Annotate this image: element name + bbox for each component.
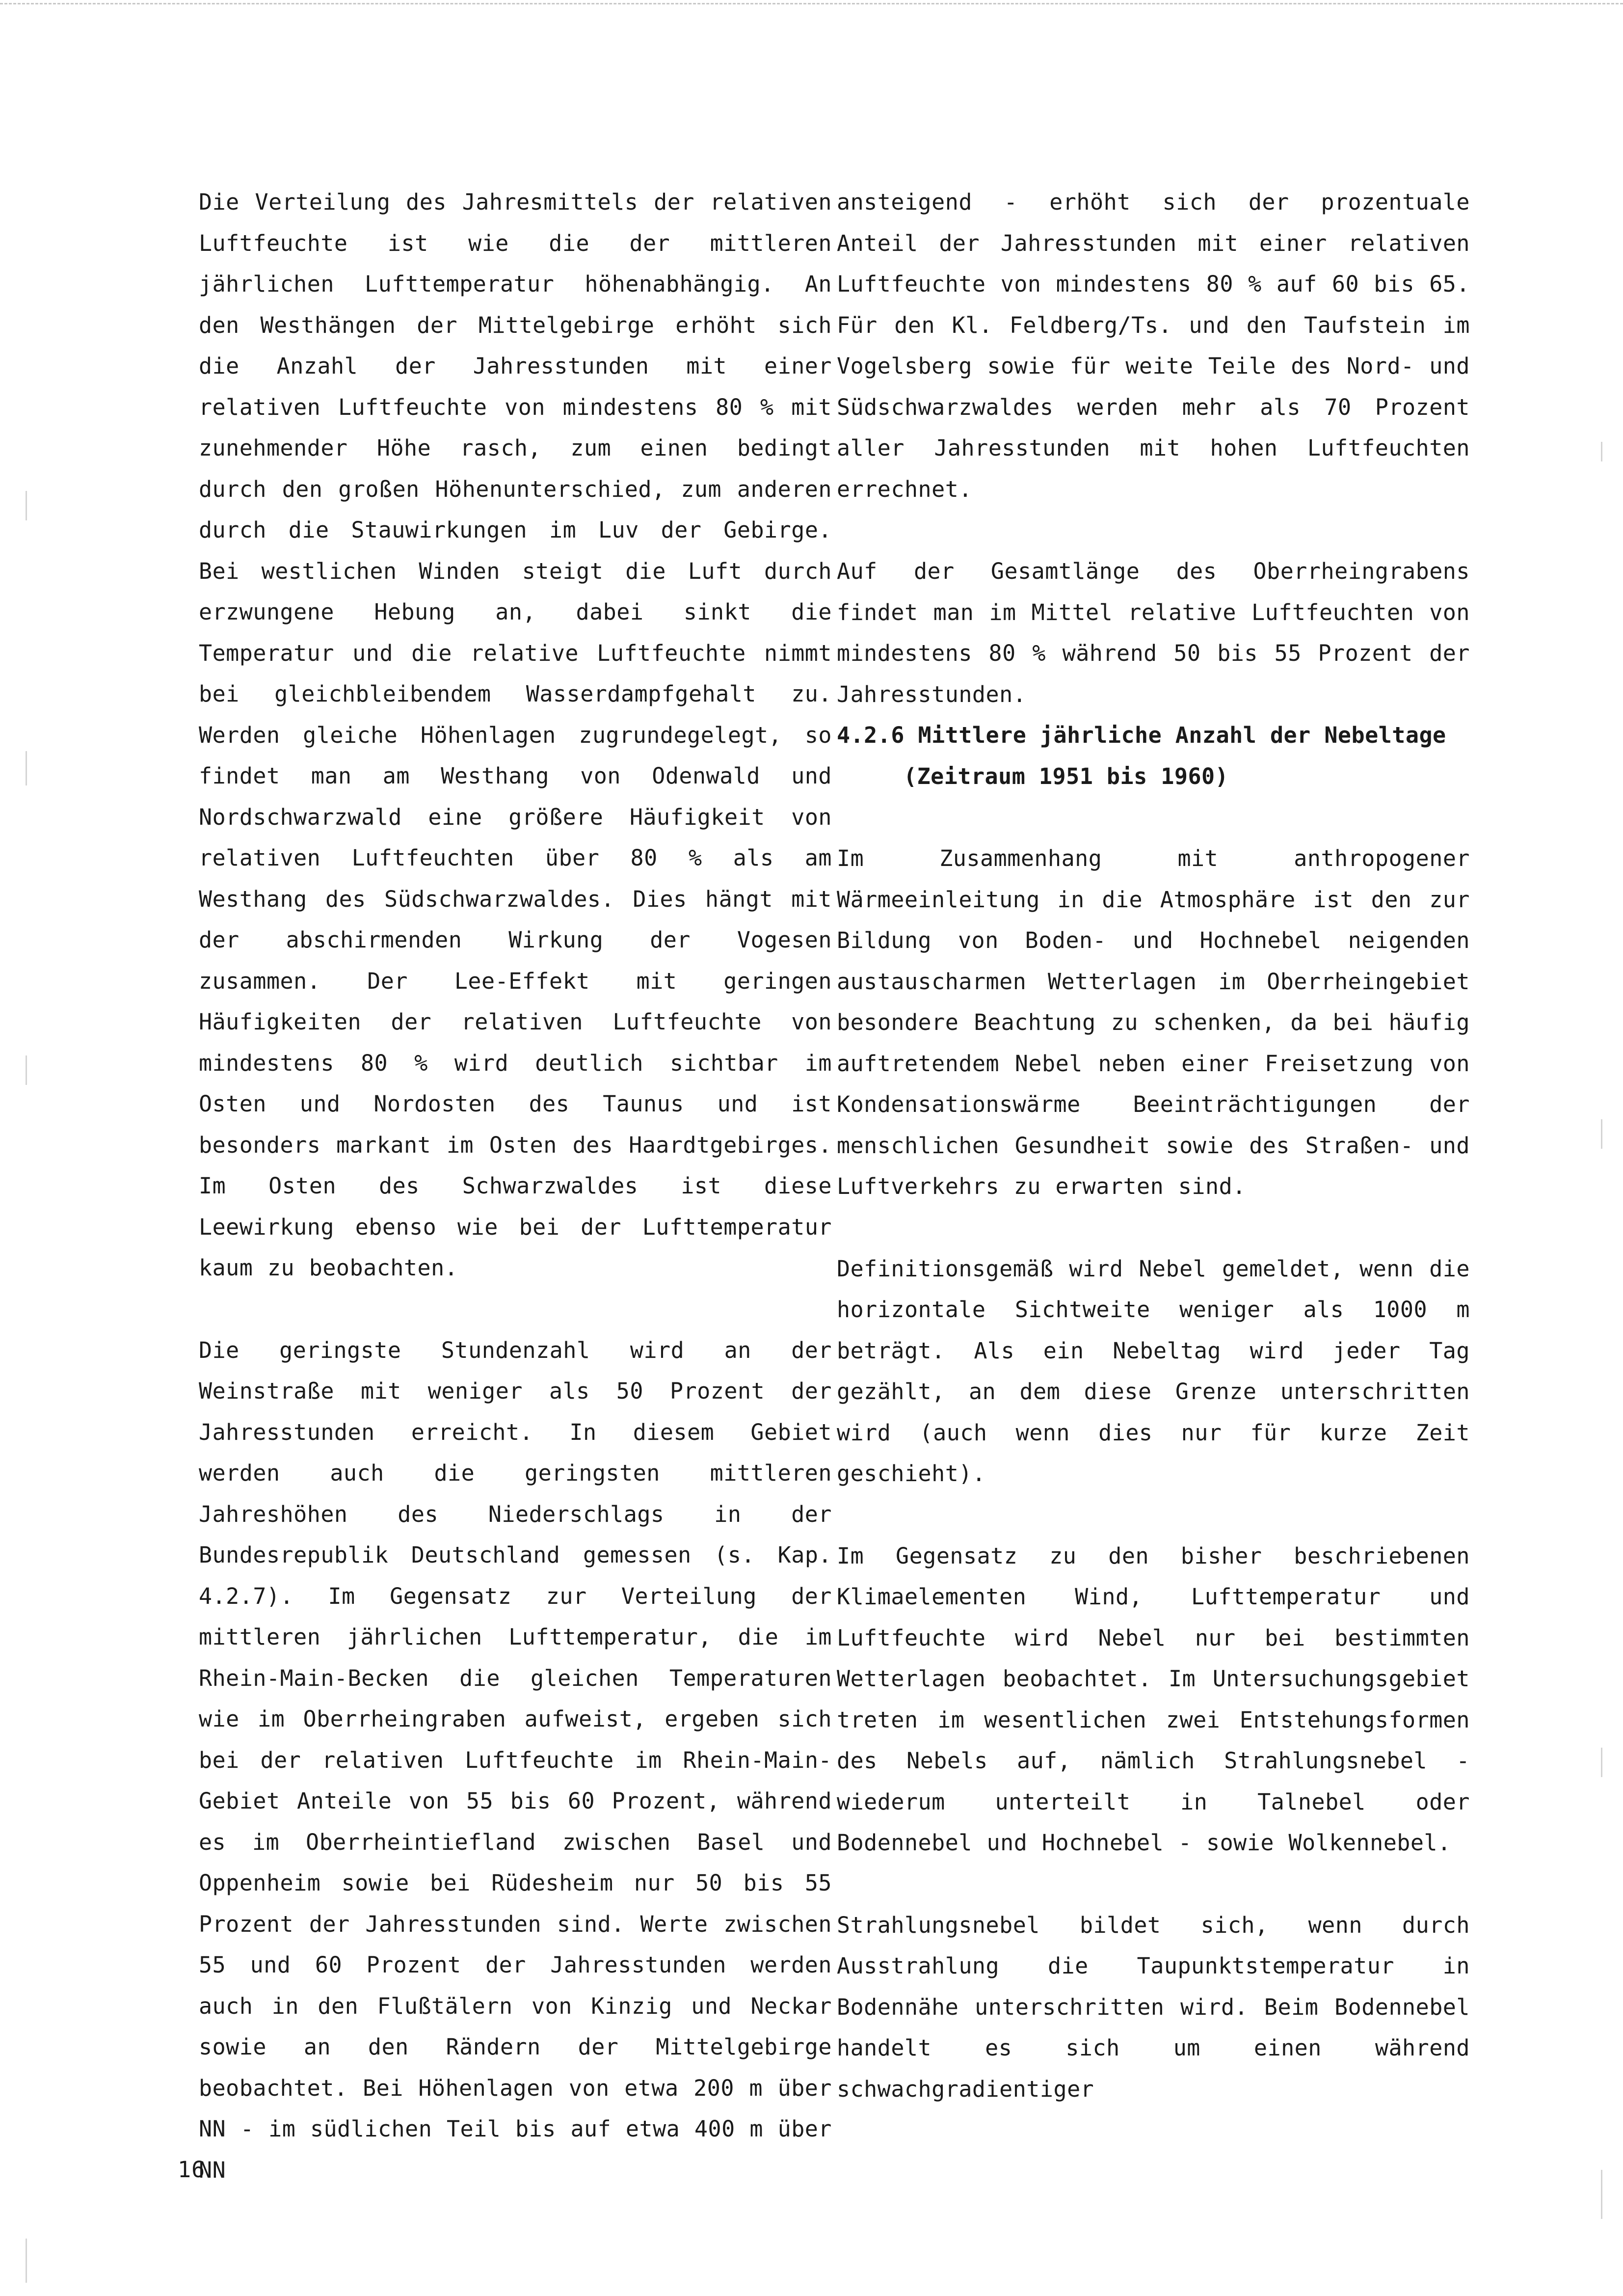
paragraph-humidity-rising: ansteigend - erhöht sich der prozentuale Anteil der Jahresstunden mit einer relativen Luftfeuchte von mindestens 80 % auf 60 bis 65. Für den Kl. Feldberg/Ts. und den Taufstein im Vogelsberg sowie für weite Teile des Nord- und Südschwarzwaldes werden mehr als 70 Prozent aller Jahresstunden mit hohen Luftfeuchten errechnet. xyxy=(837,189,1470,502)
paragraph-radiation-fog: Strahlungsnebel bildet sich, wenn durch Ausstrahlung die Taupunktstemperatur in Bodennähe unterschritten wird. Beim Bodennebel handelt es sich um einen während schwachgradientiger xyxy=(837,1912,1470,2102)
scan-artifact xyxy=(26,2239,27,2283)
paragraph-lowest-hours: Die geringste Stundenzahl wird an der Weinstraße mit weniger als 50 Prozent der Jahresstunden erreicht. In diesem Gebiet werden auch die geringsten mittleren Jahreshöhen des Niederschlags in der Bundesrepublik Deutschland gemessen (s. Kap. 4.2.7). Im Gegensatz zur Verteilung der mittleren jährlichen Lufttemperatur, die im Rhein-Main-Becken die gleichen Temperaturen wie im Oberrheingraben aufweist, ergeben sich bei der relativen Luftfeuchte im Rhein-Main-Gebiet Anteile von 55 bis 60 Prozent, während es im Oberrheintiefland zwischen Basel und Oppenheim sowie bei Rüdesheim nur 50 bis 55 Prozent der Jahresstunden sind. Werte zwischen 55 und 60 Prozent der Jahresstunden werden auch in den Flußtälern von Kinzig und Neckar sowie an den Rändern der Mittelgebirge beobachtet. Bei Höhenlagen von etwa 200 m über NN - im südlichen Teil bis auf etwa 400 m über NN xyxy=(199,1337,832,2183)
scan-top-edge xyxy=(0,3,1623,4)
scan-artifact xyxy=(26,751,27,785)
paragraph-fog-definition: Definitionsgemäß wird Nebel gemeldet, wenn die horizontale Sichtweite weniger als 1000 m beträgt. Als ein Nebeltag wird jeder Tag gezählt, an dem diese Grenze unterschritten wird (auch wenn dies nur für kurze Zeit geschieht). xyxy=(837,1255,1470,1486)
section-heading-nebeltage xyxy=(837,715,1470,797)
paragraph-fog-types: Im Gegensatz zu den bisher beschriebenen Klimaelementen Wind, Lufttemperatur und Luftfeuchte wird Nebel nur bei bestimmten Wetterlagen beobachtet. Im Untersuchungsgebiet treten im wesentlichen zwei Entstehungsformen des Nebels auf, nämlich Strahlungsnebel - wiederum unterteilt in Talnebel oder Bodennebel und Hochnebel - sowie Wolkennebel. xyxy=(837,1542,1470,1856)
scan-artifact xyxy=(1601,2170,1602,2219)
right-column xyxy=(837,182,1470,2109)
scan-artifact xyxy=(26,491,27,520)
paragraph-anthropogenic-heat: Im Zusammenhang mit anthropogener Wärmeeinleitung in die Atmosphäre ist den zur Bildung von Boden- und Hochnebel neigenden austauscharmen Wetterlagen im Oberrheingebiet besondere Beachtung zu schenken, da bei häufig auftretendem Nebel neben einer Freisetzung von Kondensationswärme Beeinträchtigungen der menschlichen Gesundheit sowie des Straßen- und Luftverkehrs zu erwarten sind. xyxy=(837,845,1470,1199)
scan-artifact xyxy=(1601,1748,1602,1777)
paragraph-oberrheingraben: Auf der Gesamtlänge des Oberrheingrabens findet man im Mittel relative Luftfeuchten von mindestens 80 % während 50 bis 55 Prozent der Jahresstunden. xyxy=(837,558,1470,707)
section-heading-period: (Zeitraum 1951 bis 1960) xyxy=(904,763,1229,789)
scan-artifact xyxy=(1601,442,1602,461)
scan-artifact xyxy=(26,1055,27,1085)
page-number: 16 xyxy=(178,2157,206,2183)
left-column xyxy=(199,182,832,2190)
paragraph-relative-humidity-distribution: Die Verteilung des Jahresmittels der relativen Luftfeuchte ist wie die der mittleren jährlichen Lufttemperatur höhenabhängig. An den Westhängen der Mittelgebirge erhöht sich die Anzahl der Jahresstunden mit einer relativen Luftfeuchte von mindestens 80 % mit zunehmender Höhe rasch, zum einen bedingt durch den großen Höhenunterschied, zum anderen durch die Stauwirkungen im Luv der Gebirge. Bei westlichen Winden steigt die Luft durch erzwungene Hebung an, dabei sinkt die Temperatur und die relative Luftfeuchte nimmt bei gleichbleibendem Wasserdampfgehalt zu. Werden gleiche Höhenlagen zugrundegelegt, so findet man am Westhang von Odenwald und Nordschwarzwald eine größere Häufigkeit von relativen Luftfeuchten über 80 % als am Westhang des Südschwarzwaldes. Dies hängt mit der abschirmenden Wirkung der Vogesen zusammen. Der Lee-Effekt mit geringen Häufigkeiten der relativen Luftfeuchte von mindestens 80 % wird deutlich sichtbar im Osten und Nordosten des Taunus und ist besonders markant im Osten des Haardtgebirges. Im Osten des Schwarzwaldes ist diese Leewirkung ebenso wie bei der Lufttemperatur kaum zu beobachten. xyxy=(199,189,832,1281)
scan-artifact xyxy=(1601,1119,1602,1149)
section-heading-title: 4.2.6 Mittlere jährliche Anzahl der Nebeltage xyxy=(837,722,1446,748)
